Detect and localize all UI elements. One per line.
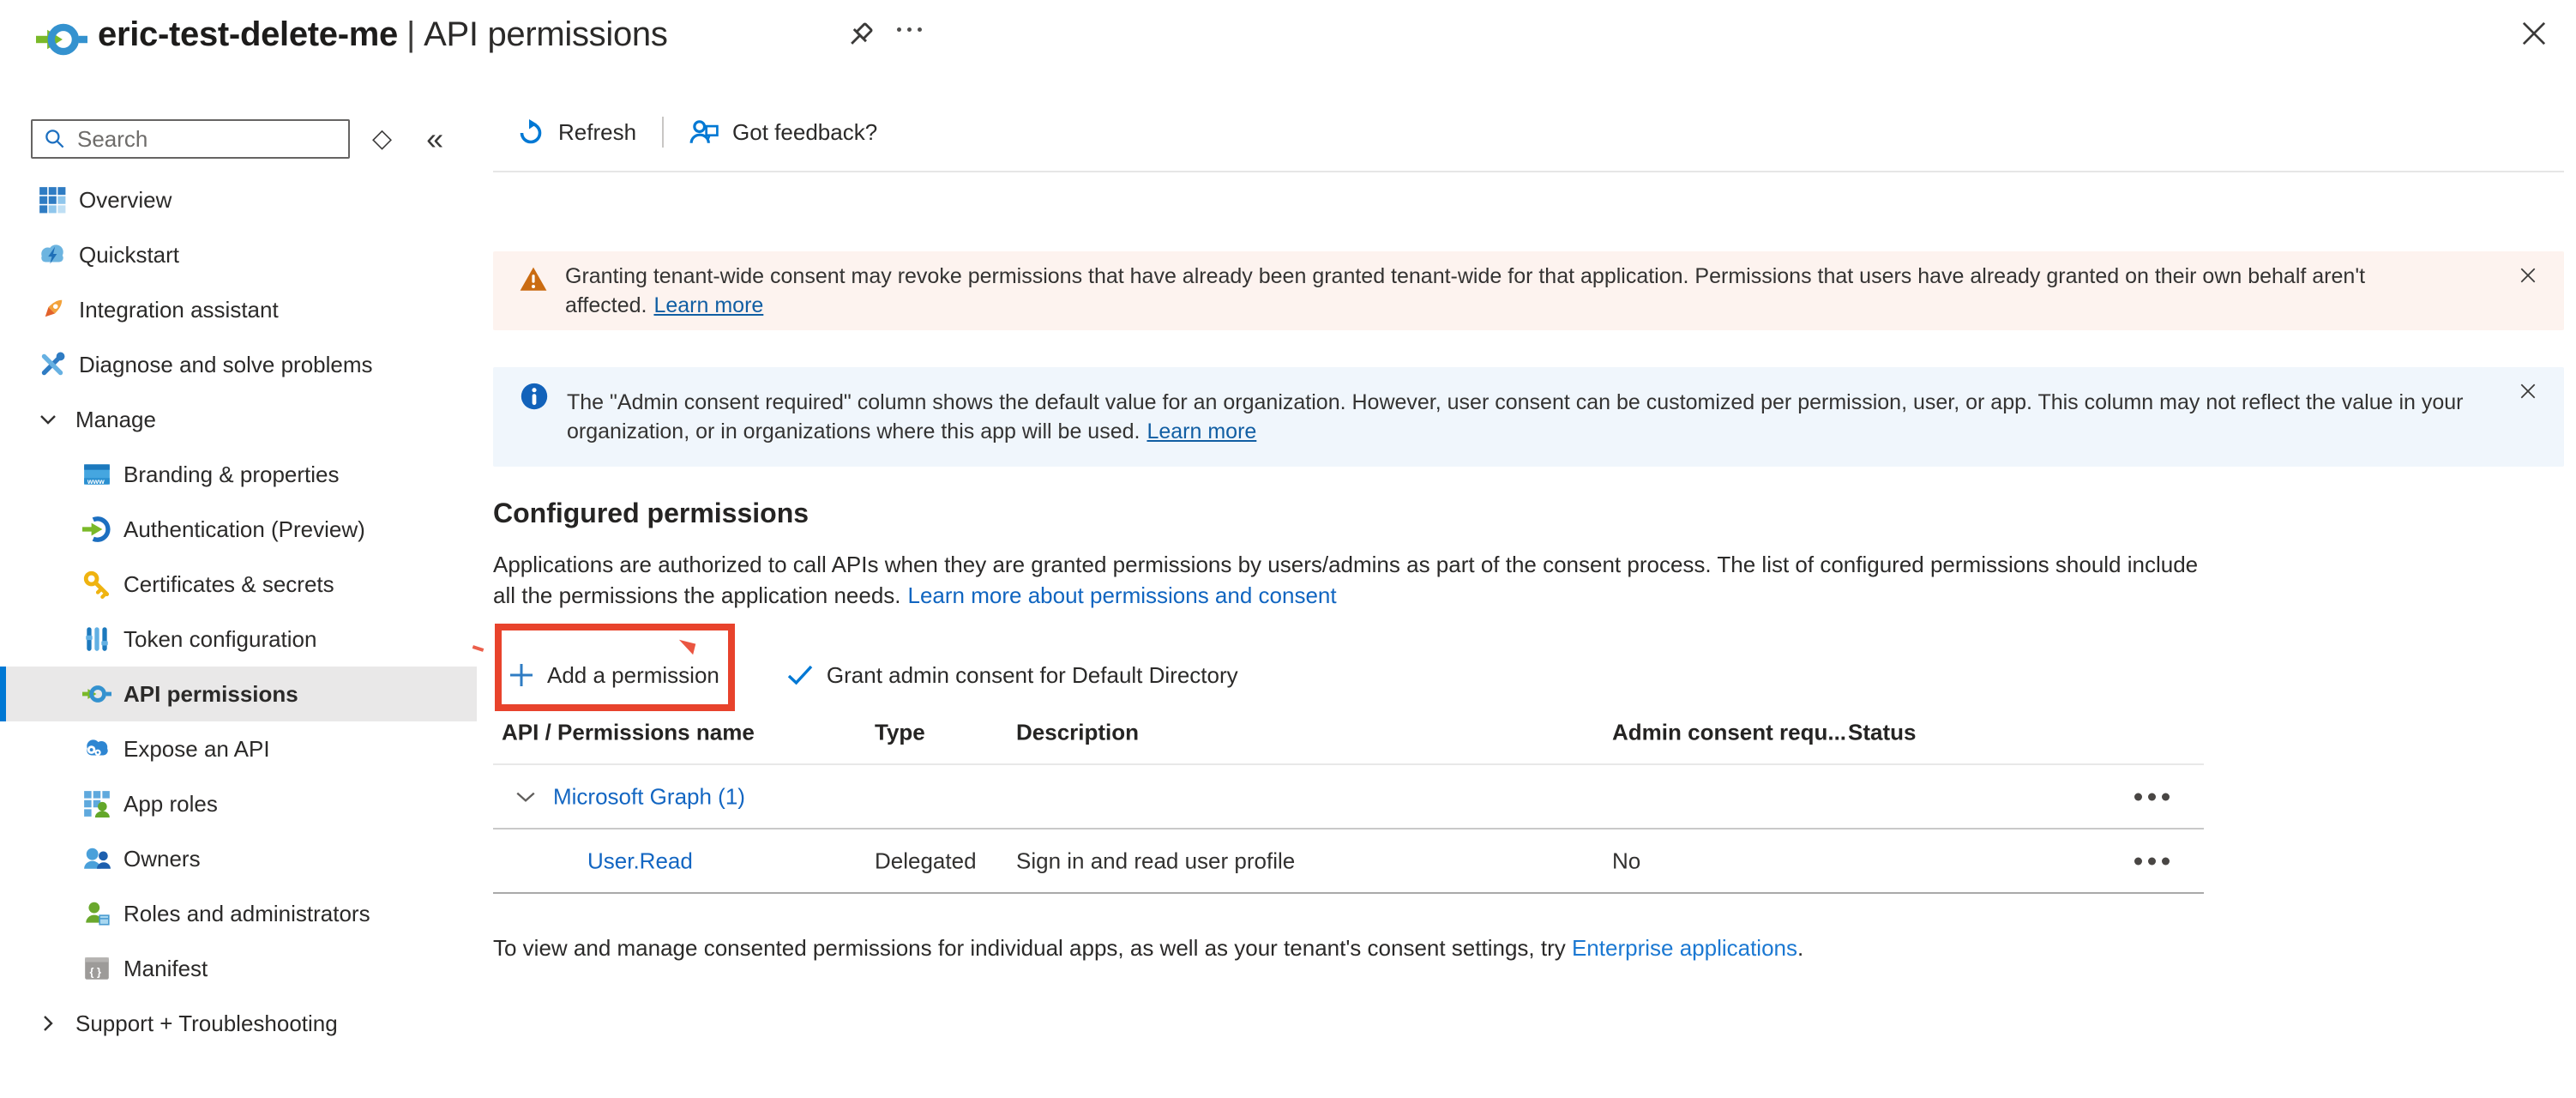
highlight-rectangle <box>495 624 735 711</box>
permissions-consent-link[interactable]: Learn more about permissions and consent <box>907 582 1337 608</box>
braces-file-icon <box>82 954 111 983</box>
sidebar-item-label: Token configuration <box>123 625 317 652</box>
search-icon <box>43 127 67 151</box>
warning-message: Granting tenant-wide consent may revoke permissions that have already been granted tenant-wide for that application. Permissions that users have already granted on their own behalf aren't affected. <box>565 264 2366 317</box>
footer-period: . <box>1797 935 1804 961</box>
collapse-menu-icon[interactable]: « <box>426 121 444 156</box>
sidebar-item-label: API permissions <box>123 680 298 707</box>
search-input[interactable] <box>75 125 348 154</box>
permission-type: Delegated <box>875 848 977 873</box>
warning-learn-more-link[interactable]: Learn more <box>653 293 764 317</box>
person-cube-icon <box>82 899 111 928</box>
column-header-type: Type <box>875 719 925 745</box>
blade-header <box>0 0 2576 91</box>
sidebar-item-app-roles[interactable] <box>0 776 477 831</box>
key-icon <box>82 570 111 599</box>
admin-consent-required-value: No <box>1612 848 1641 873</box>
svg-text:{ }: { } <box>89 965 101 979</box>
expand-collapse-all-icon[interactable]: ◇ <box>372 124 393 153</box>
sidebar-item-label: Integration assistant <box>79 296 279 323</box>
feedback-label: Got feedback? <box>732 118 878 145</box>
sidebar-section-label: Support + Troubleshooting <box>75 1010 338 1036</box>
description-text: Applications are authorized to call APIs when they are granted permissions by users/admins as part of the consent process. The list of configured permissions should include all the permissions the application needs. <box>493 552 2199 608</box>
configured-permissions-title: Configured permissions <box>493 498 810 528</box>
app-name: eric-test-delete-me <box>98 15 398 53</box>
sidebar-item-owners[interactable] <box>0 831 477 886</box>
column-header-description: Description <box>1016 719 1140 745</box>
sidebar-item-certificates[interactable] <box>0 557 477 612</box>
sidebar-search-row <box>0 118 477 160</box>
sidebar-section-manage[interactable] <box>0 392 477 447</box>
search-box[interactable] <box>31 119 350 159</box>
sidebar-item-diagnose[interactable] <box>0 337 477 392</box>
sidebar-item-branding[interactable] <box>0 447 477 502</box>
warning-text <box>565 262 2487 320</box>
app-registration-icon <box>36 14 87 65</box>
configured-permissions-description <box>493 549 2204 611</box>
grant-admin-consent-label: Grant admin consent for Default Directory <box>826 661 1238 688</box>
microsoft-graph-link[interactable]: Microsoft Graph (1) <box>553 783 745 809</box>
sidebar-item-label: Roles and administrators <box>123 900 370 926</box>
sidebar-item-overview[interactable] <box>0 172 477 227</box>
sidebar-item-label: Overview <box>79 186 172 213</box>
check-icon <box>786 661 814 689</box>
rocket-icon <box>38 295 67 324</box>
feedback-icon <box>689 118 719 147</box>
sidebar <box>0 101 477 1098</box>
info-text <box>567 388 2487 446</box>
toolbar <box>517 117 877 148</box>
sidebar-item-label: Certificates & secrets <box>123 570 334 597</box>
sidebar-item-label: Owners <box>123 845 201 872</box>
enterprise-applications-link[interactable]: Enterprise applications <box>1571 935 1798 961</box>
sidebar-item-roles-administrators[interactable] <box>0 886 477 941</box>
info-learn-more-link[interactable]: Learn more <box>1147 419 1257 443</box>
info-banner <box>493 367 2564 467</box>
warning-banner <box>493 251 2564 330</box>
login-arrow-icon <box>82 515 111 544</box>
warning-close-icon[interactable] <box>2518 265 2538 286</box>
column-header-admin-consent: Admin consent requ... <box>1612 719 1847 745</box>
refresh-icon <box>517 118 545 146</box>
close-icon[interactable] <box>2519 19 2549 48</box>
refresh-label: Refresh <box>558 118 637 145</box>
table-row-microsoft-graph <box>493 765 2204 830</box>
permission-description: Sign in and read user profile <box>1016 848 1296 873</box>
sidebar-nav <box>0 172 477 1051</box>
sidebar-item-label: Expose an API <box>123 735 270 762</box>
footer-text: To view and manage consented permissions for individual apps, as well as your tenant's consent settings, try <box>493 935 1572 961</box>
sidebar-item-integration-assistant[interactable] <box>0 282 477 337</box>
info-icon <box>519 381 550 412</box>
column-header-status: Status <box>1848 719 1917 745</box>
sidebar-item-expose-api[interactable] <box>0 721 477 776</box>
sidebar-item-token-configuration[interactable] <box>0 612 477 667</box>
pin-icon[interactable] <box>842 19 876 53</box>
row-more-options-icon[interactable] <box>2134 857 2170 865</box>
add-permission-label: Add a permission <box>547 661 719 688</box>
title-separator: | <box>406 15 416 53</box>
cloud-gears-icon <box>82 734 111 763</box>
blade-name: API permissions <box>424 15 668 53</box>
chevron-down-icon <box>38 409 58 430</box>
sidebar-item-api-permissions[interactable] <box>0 667 477 721</box>
sidebar-item-label: Branding & properties <box>123 461 340 487</box>
toolbar-divider <box>662 117 664 148</box>
chevron-right-icon <box>38 1013 58 1034</box>
crossed-tools-icon <box>38 350 67 379</box>
sliders-icon <box>82 624 111 654</box>
column-header-api-permissions-name: API / Permissions name <box>502 719 755 745</box>
sidebar-item-label: Authentication (Preview) <box>123 516 365 542</box>
page-title <box>98 15 668 54</box>
row-more-options-icon[interactable] <box>2134 793 2170 800</box>
toolbar-rule <box>493 171 2564 172</box>
chevron-down-icon[interactable] <box>515 786 537 808</box>
sidebar-item-label: Diagnose and solve problems <box>79 351 373 377</box>
quickstart-cloud-icon <box>38 240 67 269</box>
sidebar-section-label: Manage <box>75 406 156 432</box>
info-close-icon[interactable] <box>2518 381 2538 401</box>
warning-icon <box>519 265 548 294</box>
sidebar-item-quickstart[interactable] <box>0 227 477 282</box>
sidebar-item-label: Quickstart <box>79 241 180 268</box>
sidebar-item-label: App roles <box>123 790 218 817</box>
sidebar-item-authentication[interactable] <box>0 502 477 557</box>
info-message: The "Admin consent required" column shows the default value for an organization. However, user consent can be customized per permission, user, or app. This column may not reflect the value in your organization, or in organizations where this app will be used. <box>567 390 2464 443</box>
grant-admin-consent-button[interactable] <box>786 661 1238 689</box>
permissions-table <box>493 712 2204 894</box>
sidebar-item-manifest[interactable] <box>0 941 477 996</box>
user-read-link[interactable]: User.Read <box>587 848 693 873</box>
table-row-user-read <box>493 830 2204 894</box>
table-header-row <box>493 712 2204 765</box>
two-people-icon <box>82 844 111 873</box>
grid-person-icon <box>82 789 111 818</box>
svg-text:www: www <box>87 477 105 486</box>
sidebar-item-label: Manifest <box>123 955 208 981</box>
refresh-button[interactable] <box>517 118 636 146</box>
permissions-footer <box>493 935 1803 962</box>
more-options-icon[interactable] <box>897 27 922 32</box>
sidebar-section-support[interactable] <box>0 996 477 1051</box>
overview-grid-icon <box>38 185 67 214</box>
api-permissions-icon <box>82 679 111 709</box>
browser-www-icon <box>82 460 111 489</box>
feedback-button[interactable] <box>689 118 877 147</box>
